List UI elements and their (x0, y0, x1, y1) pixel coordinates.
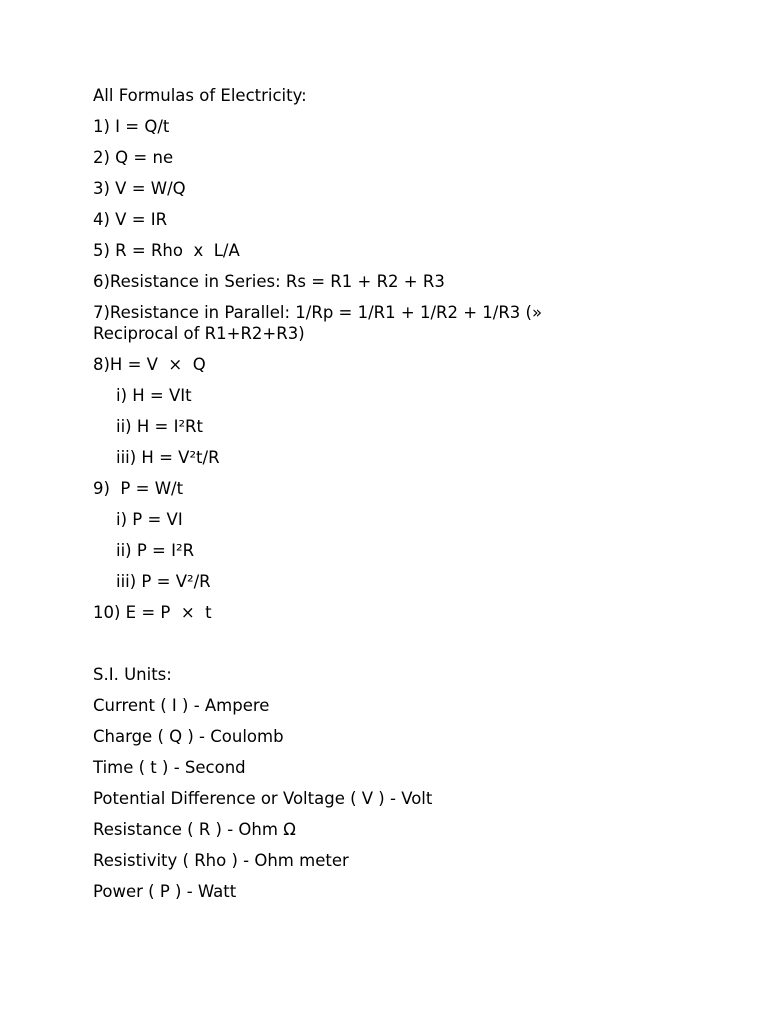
formulas-heading: All Formulas of Electricity: (93, 86, 307, 105)
formula-2: 2) Q = ne (93, 148, 174, 167)
formula-4: 4) V = IR (93, 210, 168, 229)
power-formula-i: i) P = VI (116, 510, 183, 529)
si-unit-resistivity: Resistivity ( Rho ) - Ohm meter (93, 851, 349, 870)
si-unit-resistance: Resistance ( R ) - Ohm Ω (93, 820, 296, 839)
power-formula-iii: iii) P = V²/R (116, 572, 211, 591)
document-page (93, 85, 613, 912)
formula-9: 9) P = W/t (93, 479, 184, 498)
si-units-heading: S.I. Units: (93, 665, 172, 684)
heat-formula-iii: iii) H = V²t/R (116, 448, 220, 467)
heat-formula-i: i) H = VIt (116, 386, 192, 405)
section-gap (93, 633, 613, 664)
formula-7: 7)Resistance in Parallel: 1/Rp = 1/R1 + 1/R2 + 1/R3 (» Reciprocal of R1+R2+R3) (93, 303, 543, 343)
si-unit-power: Power ( P ) - Watt (93, 882, 237, 901)
heat-formula-ii: ii) H = I²Rt (116, 417, 203, 436)
si-unit-time: Time ( t ) - Second (93, 758, 246, 777)
formula-6: 6)Resistance in Series: Rs = R1 + R2 + R3 (93, 272, 445, 291)
formula-10: 10) E = P × t (93, 603, 212, 622)
formula-5: 5) R = Rho x L/A (93, 241, 240, 260)
si-unit-charge: Charge ( Q ) - Coulomb (93, 727, 284, 746)
formula-3: 3) V = W/Q (93, 179, 186, 198)
si-unit-voltage: Potential Difference or Voltage ( V ) - Volt (93, 789, 433, 808)
formula-1: 1) I = Q/t (93, 117, 170, 136)
formula-8: 8)H = V × Q (93, 355, 206, 374)
si-unit-current: Current ( I ) - Ampere (93, 696, 270, 715)
power-formula-ii: ii) P = I²R (116, 541, 195, 560)
